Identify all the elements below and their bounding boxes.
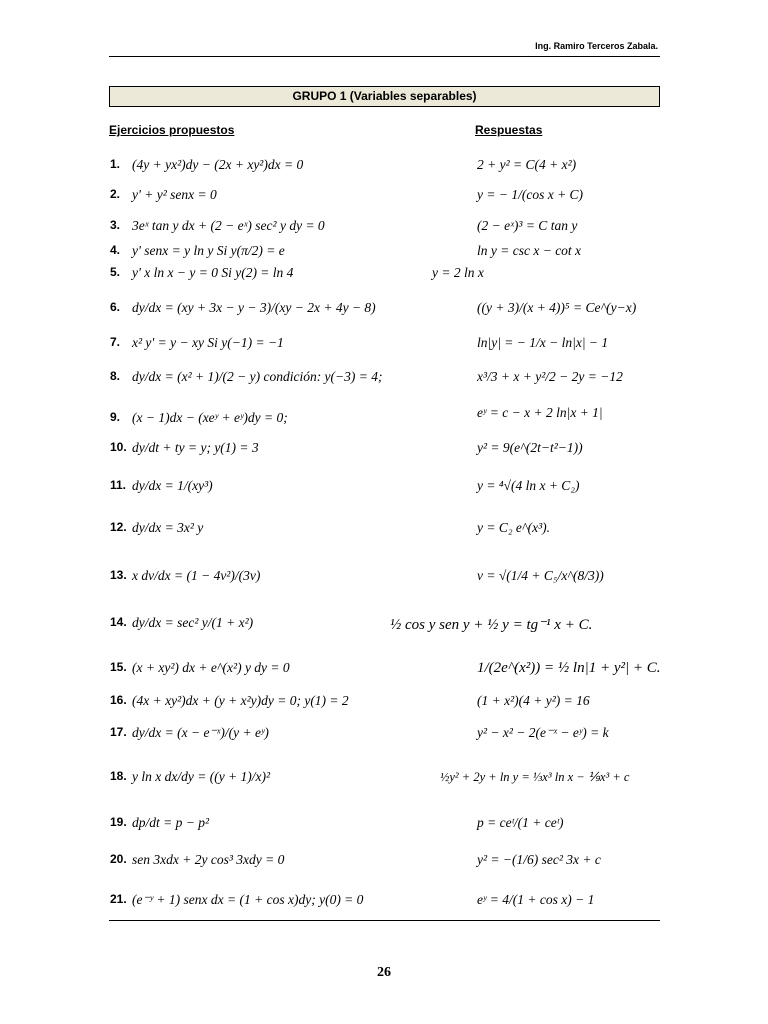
- exercise-number: 11.: [110, 478, 127, 492]
- exercise-number: 16.: [110, 693, 127, 707]
- exercise-equation: dy/dx = (x² + 1)/(2 − y) condición: y(−3) = 4;: [132, 369, 383, 384]
- exercise-equation: x² y' = y − xy Si y(−1) = −1: [132, 335, 284, 350]
- exercise-equation: (4y + yx²)dy − (2x + xy²)dx = 0: [132, 157, 304, 172]
- exercise-equation: (x + xy²) dx + e^(x²) y dy = 0: [132, 660, 290, 675]
- exercise-answer: x³/3 + x + y²/2 − 2y = −12: [477, 369, 623, 384]
- exercise-equation: dy/dx = sec² y/(1 + x²): [132, 615, 254, 630]
- exercise-answer: eʸ = c − x + 2 ln|x + 1|: [477, 405, 603, 420]
- exercise-number: 15.: [110, 660, 127, 674]
- exercise-answer: y² = 9(e^(2t−t²−1)): [477, 440, 583, 455]
- section-title: GRUPO 1 (Variables separables): [109, 86, 660, 107]
- exercise-equation: y ln x dx/dy = ((y + 1)/x)²: [132, 769, 271, 784]
- exercise-equation: y' + y² senx = 0: [132, 187, 217, 202]
- exercise-answer: y = C₂ e^(x³).: [477, 520, 551, 535]
- exercise-number: 19.: [110, 815, 127, 829]
- exercise-answer: ((y + 3)/(x + 4))⁵ = Ce^(y−x): [477, 300, 637, 315]
- exercise-equation: dy/dx = 3x² y: [132, 520, 204, 535]
- exercise-answer: y = 2 ln x: [432, 265, 484, 280]
- exercise-number: 20.: [110, 852, 127, 866]
- exercise-equation: (x − 1)dx − (xeʸ + eʸ)dy = 0;: [132, 410, 288, 425]
- page-number: 26: [377, 965, 391, 980]
- exercise-answer: eʸ = 4/(1 + cos x) − 1: [477, 892, 595, 907]
- exercise-answer: v = √(1/4 + C₅/x^(8/3)): [477, 568, 604, 583]
- exercise-equation: dp/dt = p − p²: [132, 815, 210, 830]
- exercise-answer: y² = −(1/6) sec² 3x + c: [477, 852, 601, 867]
- exercise-equation: dy/dx = (x − e⁻ˣ)/(y + eʸ): [132, 725, 269, 740]
- exercise-answer: ln y = csc x − cot x: [477, 243, 582, 258]
- exercise-number: 4.: [110, 243, 121, 257]
- exercise-answer: p = ceᵗ/(1 + ceᵗ): [477, 815, 564, 830]
- exercise-answer: (1 + x²)(4 + y²) = 16: [477, 693, 590, 708]
- exercise-answer: ½ cos y sen y + ½ y = tg⁻¹ x + C.: [390, 617, 593, 633]
- exercise-equation: y' x ln x − y = 0 Si y(2) = ln 4: [132, 265, 294, 280]
- exercise-equation: dy/dt + ty = y; y(1) = 3: [132, 440, 259, 455]
- header-rule: [109, 56, 660, 57]
- exercise-equation: dy/dx = (xy + 3x − y − 3)/(xy − 2x + 4y − 8): [132, 300, 376, 315]
- exercise-number: 12.: [110, 520, 127, 534]
- exercises-heading: Ejercicios propuestos: [109, 123, 235, 137]
- exercise-answer: (2 − eˣ)³ = C tan y: [477, 218, 578, 233]
- exercise-answer: y = − 1/(cos x + C): [477, 187, 584, 202]
- exercise-equation: y' senx = y ln y Si y(π/2) = e: [132, 243, 285, 258]
- exercise-number: 3.: [110, 218, 121, 232]
- exercise-number: 1.: [110, 157, 121, 171]
- exercise-number: 7.: [110, 335, 121, 349]
- exercise-answer: ½y² + 2y + ln y = ⅓x³ ln x − ⅑x³ + c: [440, 770, 630, 784]
- exercise-equation: dy/dx = 1/(xy³): [132, 478, 213, 493]
- exercise-number: 2.: [110, 187, 121, 201]
- exercise-answer: ln|y| = − 1/x − ln|x| − 1: [477, 335, 609, 350]
- exercise-equation: sen 3xdx + 2y cos³ 3xdy = 0: [132, 852, 285, 867]
- exercise-answer: y = ⁴√(4 ln x + C₂): [477, 478, 580, 493]
- exercise-number: 13.: [110, 568, 127, 582]
- exercise-answer: 1/(2e^(x²)) = ½ ln|1 + y²| + C.: [477, 660, 661, 676]
- exercise-number: 10.: [110, 440, 127, 454]
- exercise-number: 18.: [110, 769, 127, 783]
- exercise-number: 6.: [110, 300, 121, 314]
- exercise-equation: (e⁻ʸ + 1) senx dx = (1 + cos x)dy; y(0) = 0: [132, 892, 364, 907]
- author-header: Ing. Ramiro Terceros Zabala.: [535, 41, 658, 51]
- exercise-number: 5.: [110, 265, 121, 279]
- exercise-equation: (4x + xy²)dx + (y + x²y)dy = 0; y(1) = 2: [132, 693, 349, 708]
- answers-heading: Respuestas: [475, 123, 543, 137]
- exercise-number: 17.: [110, 725, 127, 739]
- exercise-number: 9.: [110, 410, 121, 424]
- footer-rule: [109, 920, 660, 921]
- exercise-equation: x dv/dx = (1 − 4v²)/(3v): [132, 568, 261, 583]
- exercise-number: 8.: [110, 369, 121, 383]
- exercise-number: 14.: [110, 615, 127, 629]
- exercise-answer: y² − x² − 2(e⁻ˣ − eʸ) = k: [477, 725, 609, 740]
- exercise-equation: 3eˣ tan y dx + (2 − eˣ) sec² y dy = 0: [132, 218, 325, 233]
- exercise-number: 21.: [110, 892, 127, 906]
- exercise-answer: 2 + y² = C(4 + x²): [477, 157, 577, 172]
